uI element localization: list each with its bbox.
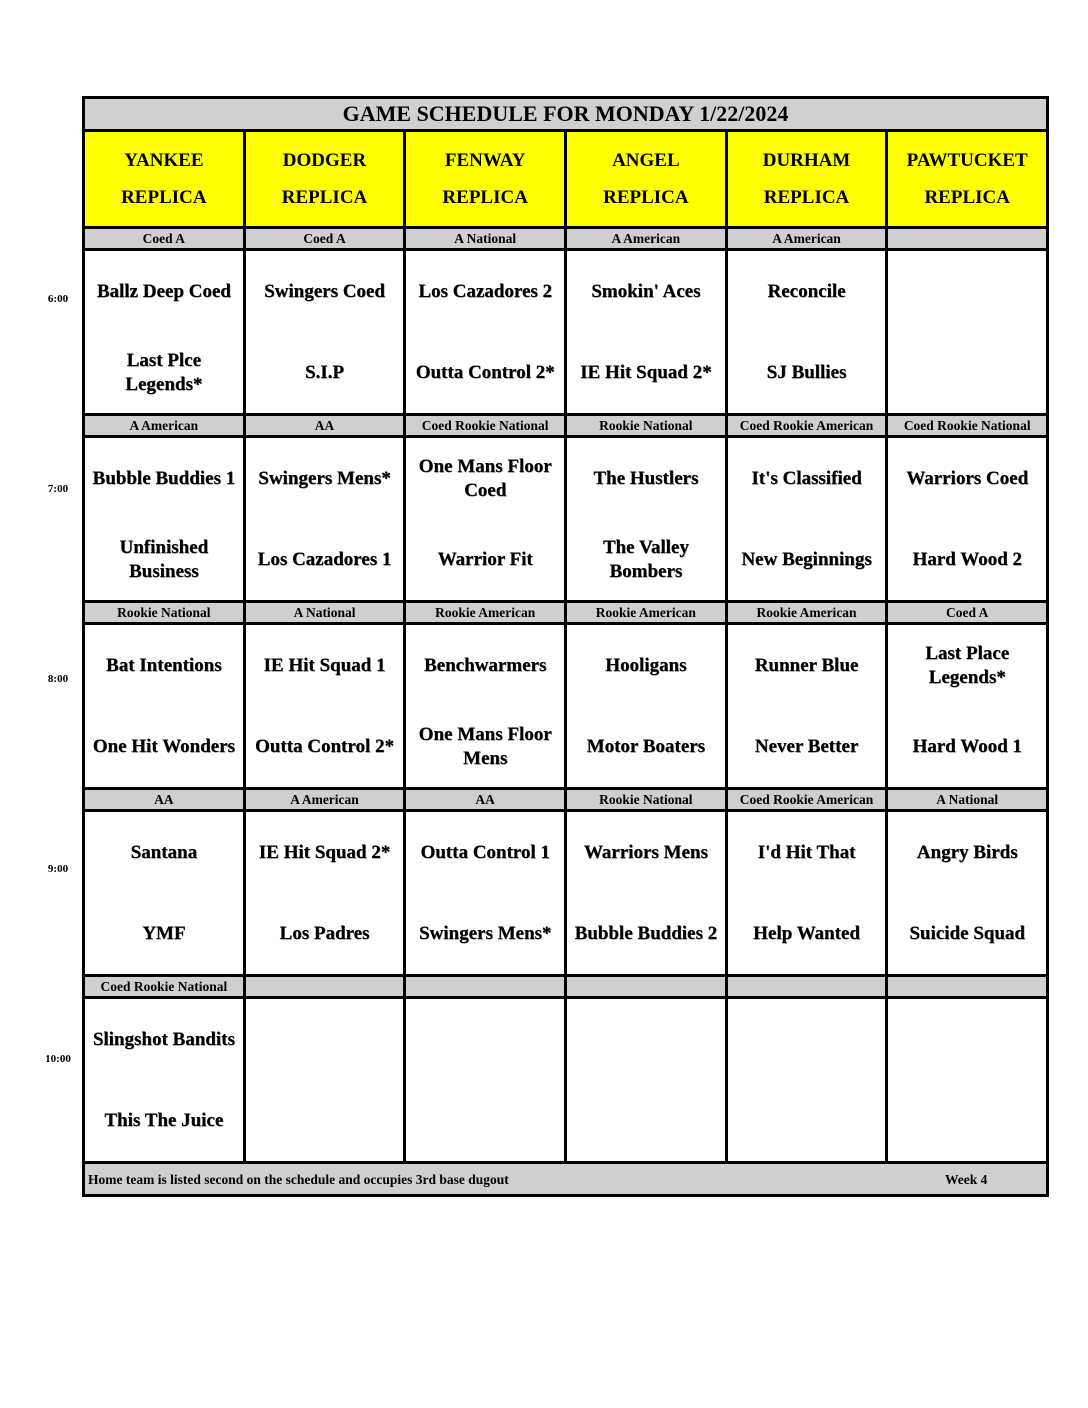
game-row xyxy=(85,251,1046,416)
game-cell xyxy=(246,438,407,600)
division-label: Rookie American xyxy=(406,603,567,622)
home-team: Last Plce Legends* xyxy=(125,349,203,395)
game-cell xyxy=(728,625,889,787)
game-cell xyxy=(406,999,567,1161)
field-name: DURHAM xyxy=(762,149,851,171)
away-team: Bat Intentions xyxy=(106,654,222,676)
division-row xyxy=(85,416,1046,438)
field-sub: REPLICA xyxy=(121,186,207,208)
away-team: One Mans Floor Coed xyxy=(418,455,552,501)
fields-row xyxy=(85,132,1046,229)
home-team: S.I.P xyxy=(304,361,345,383)
away-team: Bubble Buddies 1 xyxy=(92,467,236,489)
game-cell xyxy=(85,812,246,974)
game-cell xyxy=(567,625,728,787)
game-row xyxy=(85,625,1046,790)
home-team: Motor Boaters xyxy=(586,735,706,757)
field-header-dodger xyxy=(246,132,407,226)
away-team xyxy=(888,999,1046,1080)
field-sub: REPLICA xyxy=(763,186,850,208)
game-cell xyxy=(567,438,728,600)
game-row xyxy=(85,438,1046,603)
game-cell xyxy=(567,812,728,974)
away-team xyxy=(567,999,725,1080)
home-team: Unfinished Business xyxy=(119,536,209,582)
away-team: The Hustlers xyxy=(593,467,699,489)
division-label: Rookie American xyxy=(567,603,728,622)
home-team: Hard Wood 1 xyxy=(912,735,1022,757)
division-label: Rookie National xyxy=(567,790,728,809)
game-row xyxy=(85,999,1046,1164)
division-label xyxy=(246,977,407,996)
game-cell xyxy=(888,812,1046,974)
field-sub: REPLICA xyxy=(603,186,689,208)
home-team xyxy=(728,1080,886,1161)
game-cell xyxy=(728,438,889,600)
home-team: Hard Wood 2 xyxy=(912,548,1022,570)
division-row xyxy=(85,977,1046,999)
time-label: 8:00 xyxy=(47,673,69,685)
away-team: Swingers Coed xyxy=(264,280,385,302)
game-cell xyxy=(728,999,889,1161)
time-label: 7:00 xyxy=(47,483,69,495)
home-team xyxy=(246,1080,404,1161)
home-team: Swingers Mens* xyxy=(418,922,552,944)
field-sub: REPLICA xyxy=(281,186,368,208)
field-sub: REPLICA xyxy=(442,186,528,208)
away-team: Outta Control 1 xyxy=(420,841,550,863)
time-label: 6:00 xyxy=(47,293,69,305)
away-team: Swingers Mens* xyxy=(258,467,391,489)
field-header-angel xyxy=(567,132,728,226)
home-team: Los Cazadores 1 xyxy=(257,548,392,570)
away-team: Ballz Deep Coed xyxy=(96,280,231,302)
game-cell xyxy=(406,251,567,413)
division-label: Rookie National xyxy=(567,416,728,435)
field-name: DODGER xyxy=(282,149,367,171)
division-row xyxy=(85,790,1046,812)
game-cell xyxy=(888,999,1046,1161)
away-team: Benchwarmers xyxy=(423,654,547,676)
division-label: A National xyxy=(246,603,407,622)
game-cell xyxy=(728,812,889,974)
division-label: A National xyxy=(406,229,567,248)
division-label: A American xyxy=(246,790,407,809)
week-label: Week 4 xyxy=(945,1172,988,1187)
game-cell xyxy=(406,812,567,974)
footer-row xyxy=(85,1164,1046,1194)
away-team: Warriors Coed xyxy=(906,467,1029,489)
division-row xyxy=(85,229,1046,251)
field-name: YANKEE xyxy=(124,149,204,171)
division-label: Coed Rookie American xyxy=(728,416,889,435)
away-team: IE Hit Squad 2* xyxy=(258,841,391,863)
division-label xyxy=(406,977,567,996)
division-label: A National xyxy=(888,790,1046,809)
away-team: Angry Birds xyxy=(916,841,1018,863)
away-team: Santana xyxy=(130,841,198,863)
home-team xyxy=(567,1080,725,1161)
away-team xyxy=(728,999,886,1080)
division-label: Coed Rookie National xyxy=(406,416,567,435)
game-cell xyxy=(728,251,889,413)
game-cell xyxy=(85,625,246,787)
schedule-title: GAME SCHEDULE FOR MONDAY 1/22/2024 xyxy=(85,99,1046,132)
division-label: Coed Rookie National xyxy=(888,416,1046,435)
home-team: Never Better xyxy=(754,735,859,757)
away-team xyxy=(888,251,1046,332)
footer-note: Home team is listed second on the schedule and occupies 3rd base dugout xyxy=(88,1172,509,1187)
game-cell xyxy=(406,438,567,600)
field-header-durham xyxy=(728,132,889,226)
field-header-fenway xyxy=(406,132,567,226)
division-label: AA xyxy=(406,790,567,809)
away-team: IE Hit Squad 1 xyxy=(263,654,386,676)
home-team: One Hit Wonders xyxy=(92,735,235,757)
game-cell xyxy=(567,999,728,1161)
away-team: Runner Blue xyxy=(754,654,859,676)
away-team xyxy=(246,999,404,1080)
home-team xyxy=(888,1080,1046,1161)
home-team: Outta Control 2* xyxy=(415,361,555,383)
division-label: Rookie National xyxy=(85,603,246,622)
home-team: Help Wanted xyxy=(753,922,860,944)
division-label xyxy=(888,977,1046,996)
away-team: Last Place Legends* xyxy=(925,642,1010,688)
game-cell xyxy=(85,251,246,413)
away-team: Hooligans xyxy=(605,654,687,676)
home-team: The Valley Bombers xyxy=(602,536,689,582)
division-label: Coed A xyxy=(888,603,1046,622)
field-header-pawtucket xyxy=(888,132,1046,226)
field-sub: REPLICA xyxy=(924,186,1010,208)
game-cell xyxy=(85,999,246,1161)
division-label xyxy=(888,229,1046,248)
game-cell xyxy=(888,251,1046,413)
home-team: This The Juice xyxy=(104,1109,224,1131)
division-row xyxy=(85,603,1046,625)
time-label: 9:00 xyxy=(47,863,69,875)
away-team: Slingshot Bandits xyxy=(92,1028,235,1050)
division-label xyxy=(728,977,889,996)
away-team: Warriors Mens xyxy=(583,841,708,863)
home-team xyxy=(406,1080,564,1161)
home-team: Outta Control 2* xyxy=(255,735,394,757)
division-label: Coed Rookie National xyxy=(85,977,246,996)
division-label: Coed Rookie American xyxy=(728,790,889,809)
game-row xyxy=(85,812,1046,977)
away-team: Los Cazadores 2 xyxy=(418,280,553,302)
division-label: A American xyxy=(728,229,889,248)
away-team: Reconcile xyxy=(767,280,846,302)
game-cell xyxy=(246,625,407,787)
slots-container xyxy=(85,229,1046,1164)
home-team: Suicide Squad xyxy=(909,922,1026,944)
game-cell xyxy=(888,438,1046,600)
game-cell xyxy=(246,999,407,1161)
division-label xyxy=(567,977,728,996)
home-team: SJ Bullies xyxy=(766,361,847,383)
game-cell xyxy=(246,812,407,974)
home-team: IE Hit Squad 2* xyxy=(580,361,712,383)
game-cell xyxy=(246,251,407,413)
home-team: Los Padres xyxy=(279,922,370,944)
division-label: Rookie American xyxy=(728,603,889,622)
game-cell xyxy=(85,438,246,600)
field-name: ANGEL xyxy=(612,149,680,171)
field-name: PAWTUCKET xyxy=(906,149,1028,171)
game-cell xyxy=(888,625,1046,787)
time-label: 10:00 xyxy=(45,1053,71,1065)
away-team: I'd Hit That xyxy=(757,841,856,863)
field-name: FENWAY xyxy=(444,149,526,171)
division-label: AA xyxy=(85,790,246,809)
home-team: Bubble Buddies 2 xyxy=(574,922,718,944)
home-team xyxy=(888,332,1046,413)
home-team: One Mans Floor Mens xyxy=(418,723,552,769)
game-cell xyxy=(406,625,567,787)
home-team: YMF xyxy=(142,922,186,944)
game-cell xyxy=(567,251,728,413)
division-label: Coed A xyxy=(246,229,407,248)
division-label: A American xyxy=(567,229,728,248)
away-team: Smokin' Aces xyxy=(591,280,701,302)
schedule-table xyxy=(82,96,1049,1197)
division-label: A American xyxy=(85,416,246,435)
home-team: New Beginnings xyxy=(741,548,872,570)
division-label: AA xyxy=(246,416,407,435)
home-team: Warrior Fit xyxy=(437,548,533,570)
away-team: It's Classified xyxy=(751,467,862,489)
field-header-yankee xyxy=(85,132,246,226)
division-label: Coed A xyxy=(85,229,246,248)
away-team xyxy=(406,999,564,1080)
